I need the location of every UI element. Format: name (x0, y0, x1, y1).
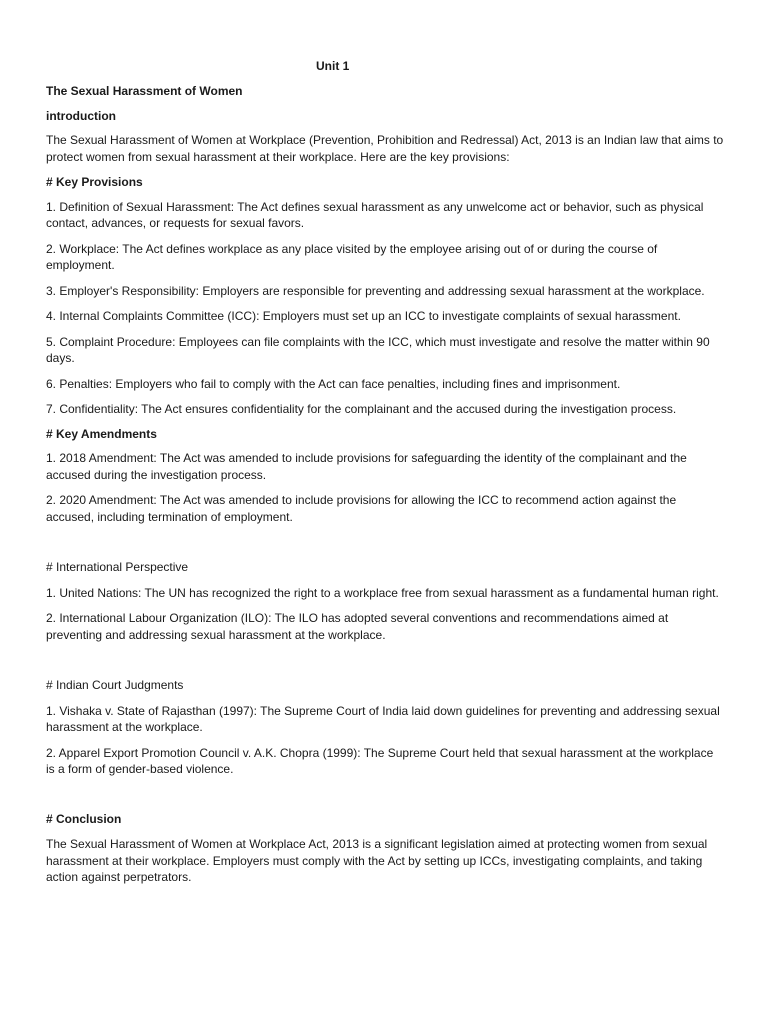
amendment-item: 1. 2018 Amendment: The Act was amended to include provisions for safeguarding the identity of the complainant and the accused during the investigation process. (46, 451, 687, 482)
provision-item: 6. Penalties: Employers who fail to comply with the Act can face penalties, including fines and imprisonment. (46, 376, 621, 391)
provision-item: 4. Internal Complaints Committee (ICC): Employers must set up an ICC to investigate complaints of sexual harassment. (46, 309, 681, 323)
court-item: 2. Apparel Export Promotion Council v. A.K. Chopra (1999): The Supreme Court held that sexual harassment at the workplace is a form of gender-based violence. (46, 745, 714, 776)
international-heading: # International Perspective (46, 560, 189, 574)
international-item: 1. United Nations: The UN has recognized the right to a workplace free from sexual harassment as a fundamental human right. (46, 585, 719, 600)
conclusion-paragraph: The Sexual Harassment of Women at Workplace Act, 2013 is a significant legislation aimed at protecting women from sexual harassment at their workplace. Employers must comply with the Act by setting up ICCs, investigating complaints, and taking action against perpetrators. (46, 837, 708, 884)
international-item: 2. International Labour Organization (ILO): The ILO has adopted several conventions and recommendations aimed at preventing and addressing sexual harassment at the workplace. (46, 611, 669, 642)
provision-item: 1. Definition of Sexual Harassment: The Act defines sexual harassment as any unwelcome act or behavior, such as physical contact, advances, or requests for sexual favors. (46, 199, 704, 230)
amendment-item: 2. 2020 Amendment: The Act was amended to include provisions for allowing the ICC to recommend action against the accused, including termination of employment. (46, 493, 677, 524)
provision-item: 2. Workplace: The Act defines workplace as any place visited by the employee arising out of or during the course of employment. (46, 241, 658, 272)
court-item: 1. Vishaka v. State of Rajasthan (1997): The Supreme Court of India laid down guidelines for preventing and addressing sexual harassment at the workplace. (46, 703, 720, 734)
court-heading: # Indian Court Judgments (46, 678, 184, 692)
intro-heading: introduction (46, 108, 116, 123)
provision-item: 3. Employer's Responsibility: Employers are responsible for preventing and addressing sexual harassment at the workplace. (46, 283, 705, 298)
amendments-heading: # Key Amendments (46, 426, 157, 441)
conclusion-heading: # Conclusion (46, 811, 122, 826)
intro-paragraph: The Sexual Harassment of Women at Workplace (Prevention, Prohibition and Redressal) Act, 2013 is an Indian law that aims to protect women from sexual harassment at their workplace. Here are the key provisions: (46, 133, 724, 164)
provisions-heading: # Key Provisions (46, 175, 143, 189)
document-title: The Sexual Harassment of Women (46, 84, 243, 98)
provision-item: 5. Complaint Procedure: Employees can file complaints with the ICC, which must investigate and resolve the matter within 90 days. (46, 334, 710, 365)
provision-item: 7. Confidentiality: The Act ensures confidentiality for the complainant and the accused during the investigation process. (46, 402, 677, 416)
unit-title: Unit 1 (316, 59, 350, 73)
